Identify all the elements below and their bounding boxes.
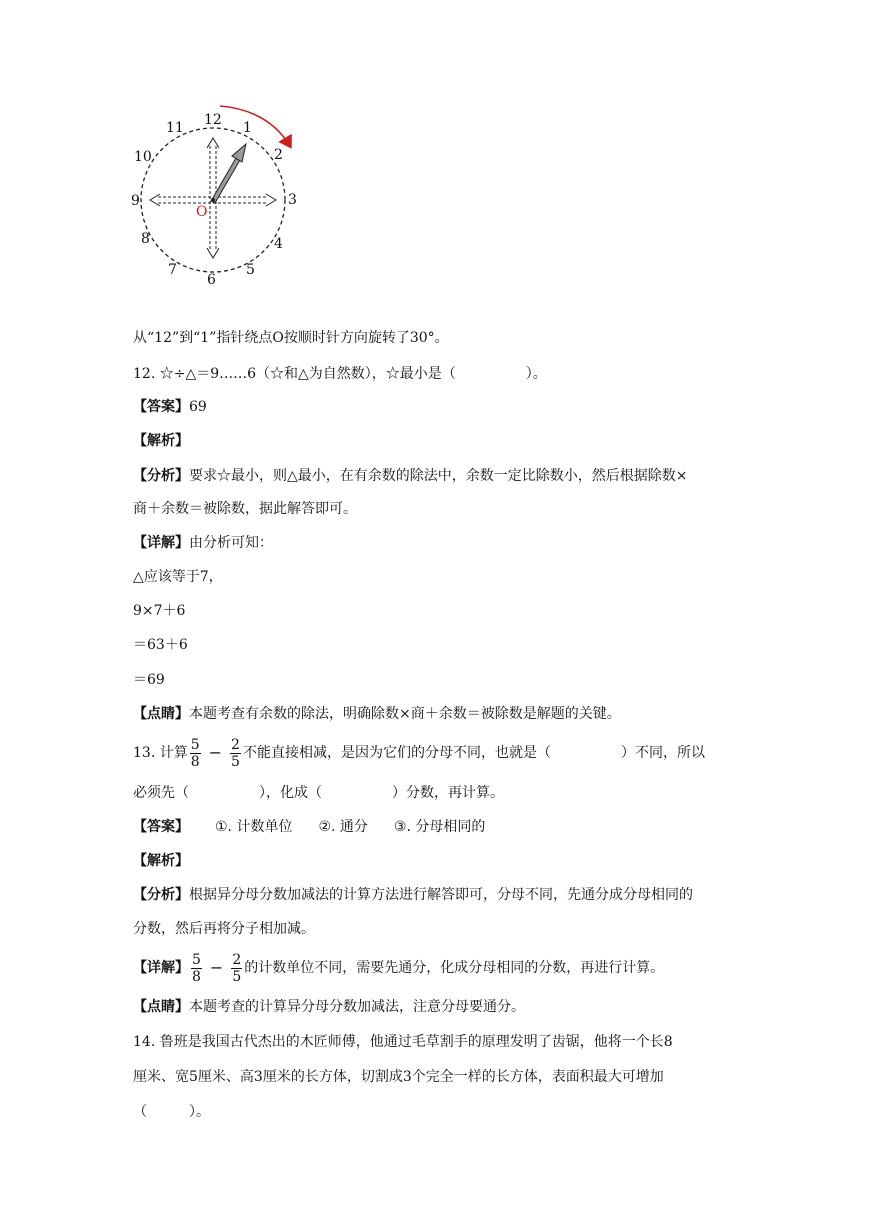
clock-number-12: 12 [204,112,222,128]
dianjing-text: 本题考查有余数的除法，明确除数×商＋余数＝被除数是解题的关键。 [189,706,621,722]
fenxi-text: 要求☆最小，则△最小，在有余数的除法中，余数一定比除数小，然后根据除数× [189,468,688,484]
frac-numerator: 2 [232,951,242,968]
clock-number-9: 9 [131,193,140,209]
q12-step3: ＝63＋6 [133,637,188,653]
q13-suffix: 不能直接相减，是因为它们的分母不同，也就是（ ）不同，所以 [242,745,705,761]
frac-numerator: 5 [190,736,200,753]
clock-number-7: 7 [168,262,177,278]
fraction-5-8 [190,737,201,770]
fraction-2-5 [230,737,241,770]
q12-dianjing [133,704,621,724]
q13-fenxi-line2: 分数，然后再将分子相加减。 [133,921,315,937]
fraction-2-5 [231,952,242,985]
xiangjie-text: 的计数单位不同，需要先通分，化成分母相同的分数，再进行计算。 [244,960,665,976]
xiangjie-text: 由分析可知： [189,535,273,551]
clock-number-5: 5 [246,262,255,278]
clock-number-6: 6 [207,272,216,288]
question-13-line1 [133,733,705,773]
minus-sign: − [208,743,223,762]
q13-analysis-tag: 【解析】 [133,853,189,869]
minus-sign: − [209,958,224,977]
fenxi-text: 根据异分母分数加减法的计算方法进行解答即可，分母不同，先通分成分母相同的 [189,887,693,903]
clock-figure [128,100,308,300]
question-14-line1: 14. 鲁班是我国古代杰出的木匠师傅，他通过毛草割手的原理发明了齿锯，他将一个长8 [133,1034,673,1050]
fenxi-tag: 【分析】 [133,887,189,903]
q13-xiangjie [133,948,664,988]
answer-item-3: ③. 分母相同的 [393,819,486,835]
frac-denominator: 5 [231,753,240,770]
frac-numerator: 2 [231,736,240,753]
clock-number-3: 3 [288,192,297,208]
q12-analysis-tag: 【解析】 [133,433,189,449]
clock-number-1: 1 [243,120,252,136]
clock-number-11: 11 [166,120,184,136]
q12-step2: 9×7＋6 [133,603,186,619]
q12-step1: △应该等于7， [133,569,223,585]
question-13-line2: 必须先（ ），化成（ ）分数，再计算。 [133,785,504,801]
q13-answer [133,817,485,837]
rotation-arrow [220,106,290,146]
dianjing-tag: 【点睛】 [133,706,189,722]
clock-number-4: 4 [274,236,283,252]
q13-dianjing [133,997,525,1017]
q12-step4: ＝69 [133,672,165,688]
answer-tag: 【答案】 [133,819,189,835]
answer-value: 69 [189,399,207,415]
dianjing-text: 本题考查的计算异分母分数加减法，注意分母要通分。 [189,999,525,1015]
xiangjie-tag: 【详解】 [133,960,189,976]
q13-prefix: 13. 计算 [133,745,188,761]
fenxi-tag: 【分析】 [133,468,189,484]
frac-denominator: 5 [232,968,242,985]
frac-numerator: 5 [192,951,201,968]
clock-number-8: 8 [141,231,150,247]
clock-center-label: O [196,204,208,220]
question-14-line2: 厘米、宽5厘米、高3厘米的长方体，切割成3个完全一样的长方体，表面积最大可增加 [133,1069,664,1085]
answer-item-2: ②. 通分 [318,819,368,835]
answer-item-1: ①. 计数单位 [215,819,293,835]
question-14-line3: （ ）。 [133,1104,210,1120]
q12-fenxi-line1 [133,466,688,486]
q12-xiangjie [133,533,273,553]
q12-answer [133,397,207,417]
frac-denominator: 8 [192,968,201,985]
xiangjie-tag: 【详解】 [133,535,189,551]
rotation-note: 从“12”到“1”指针绕点O按顺时针方向旋转了30°。 [133,330,449,346]
answer-tag: 【答案】 [133,399,189,415]
question-12: 12. ☆÷△＝9……6（☆和△为自然数），☆最小是（ ）。 [133,366,547,382]
frac-denominator: 8 [190,753,200,770]
clock-number-2: 2 [274,147,283,163]
fraction-5-8 [191,952,202,985]
q12-fenxi-line2: 商＋余数＝被除数，据此解答即可。 [133,501,357,517]
q13-fenxi-line1 [133,885,693,905]
clock-number-10: 10 [134,149,152,165]
dianjing-tag: 【点睛】 [133,999,189,1015]
